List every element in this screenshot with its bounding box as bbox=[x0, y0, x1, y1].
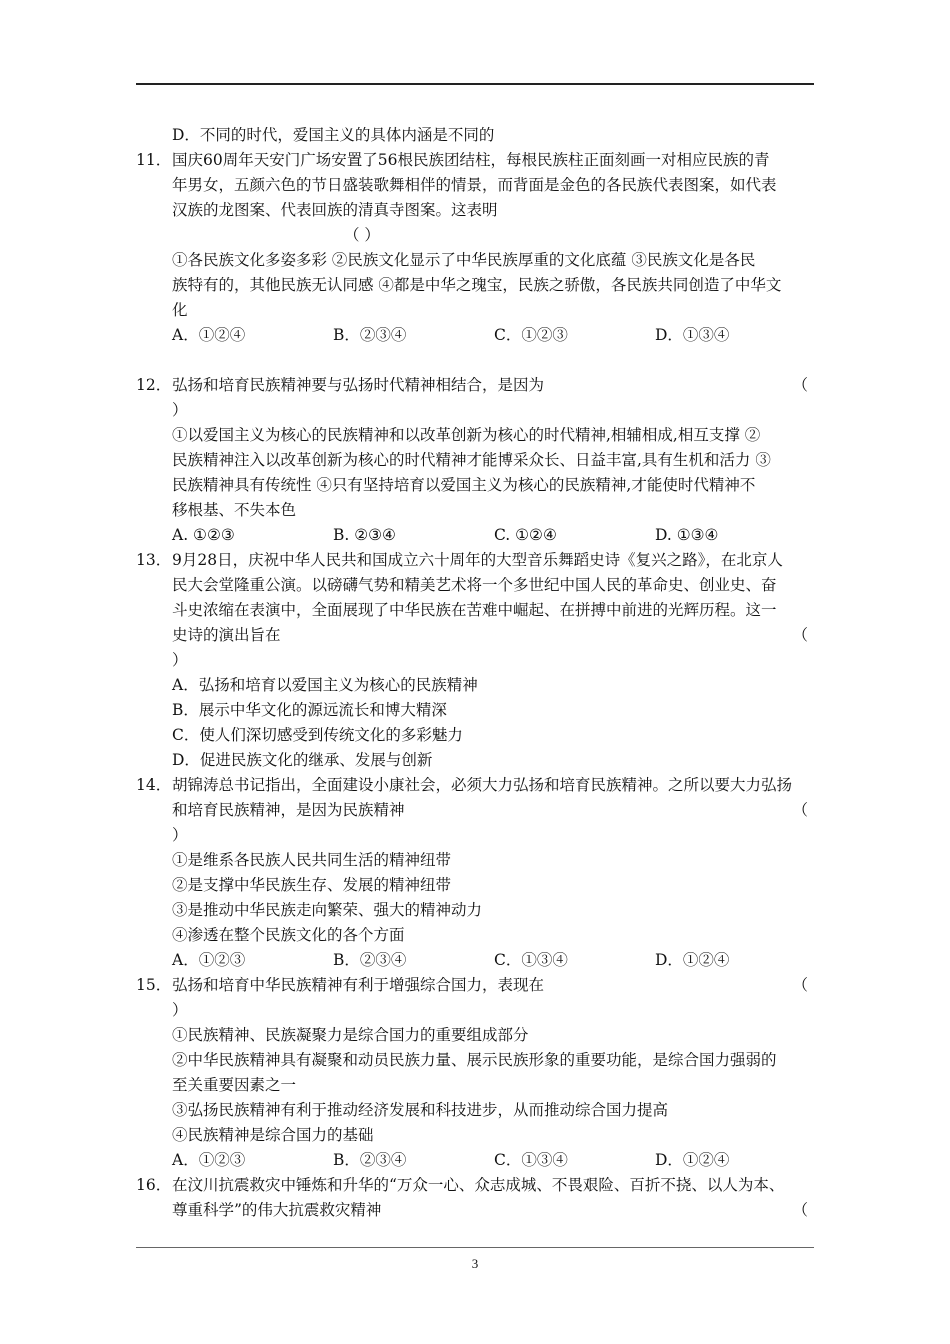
option-c: C. ①②④ bbox=[494, 526, 557, 544]
option-b: B．②③④ bbox=[333, 1151, 407, 1169]
q10-option-d: D．不同的时代，爱国主义的具体内涵是不同的 bbox=[172, 126, 495, 144]
question-number: 15． bbox=[136, 976, 172, 994]
statement-line: ②中华民族精神具有凝聚和动员民族力量、展示民族形象的重要功能，是综合国力强弱的 bbox=[172, 1051, 777, 1069]
statement-line: 族特有的，其他民族无认同感 ④都是中华之瑰宝，民族之骄傲，各民族共同创造了中华文 bbox=[172, 276, 782, 294]
answer-paren-open: （ bbox=[792, 976, 808, 994]
question-number: 11． bbox=[136, 151, 172, 169]
answer-options bbox=[136, 323, 816, 348]
statement-line: ①以爱国主义为核心的民族精神和以改革创新为核心的时代精神,相辅相成,相互支撑 ② bbox=[172, 426, 761, 444]
statement-line: 移根基、不失本色 bbox=[172, 501, 297, 519]
option-d: D. ①③④ bbox=[655, 526, 719, 544]
answer-options bbox=[136, 948, 816, 973]
statement-line: 民族精神注入以改革创新为核心的时代精神才能博采众长、日益丰富,具有生机和活力 ③ bbox=[172, 451, 771, 469]
question-stem-line: 9月28日，庆祝中华人民共和国成立六十周年的大型音乐舞蹈史诗《复兴之路》，在北京人 bbox=[172, 551, 783, 569]
question-stem-line bbox=[172, 1198, 816, 1223]
option-c: C．①③④ bbox=[494, 1151, 568, 1169]
option-b: B．②③④ bbox=[333, 326, 407, 344]
answer-paren-open: （ bbox=[792, 801, 808, 819]
statement-line: ③是推动中华民族走向繁荣、强大的精神动力 bbox=[172, 901, 483, 919]
question-14 bbox=[136, 773, 816, 823]
option-d: D．①②④ bbox=[655, 1151, 730, 1169]
option-a: A．弘扬和培育以爱国主义为核心的民族精神 bbox=[172, 676, 478, 694]
statement-line: ①民族精神、民族凝聚力是综合国力的重要组成部分 bbox=[172, 1026, 529, 1044]
statement-line: ④渗透在整个民族文化的各个方面 bbox=[172, 926, 405, 944]
question-stem-line: 在汶川抗震救灾中锤炼和升华的“万众一心、众志成城、不畏艰险、百折不挠、以人为本、 bbox=[172, 1176, 785, 1194]
answer-options bbox=[136, 523, 816, 548]
question-stem-line: 国庆60周年天安门广场安置了56根民族团结柱，每根民族柱正面刻画一对相应民族的青 bbox=[172, 151, 770, 169]
option-a: A. ①②③ bbox=[172, 526, 235, 544]
option-d: D．促进民族文化的继承、发展与创新 bbox=[172, 751, 433, 769]
option-c: C．①②③ bbox=[494, 326, 568, 344]
question-11 bbox=[136, 148, 816, 223]
footer-rule bbox=[136, 1247, 814, 1248]
question-stem-line bbox=[172, 973, 816, 998]
question-stem-line: 年男女，五颜六色的节日盛装歌舞相伴的情景，而背面是金色的各民族代表图案，如代表 bbox=[172, 176, 777, 194]
header-rule bbox=[136, 83, 814, 85]
question-stem-text: 尊重科学”的伟大抗震救灾精神 bbox=[172, 1201, 382, 1219]
answer-paren-close: ） bbox=[172, 826, 188, 844]
answer-paren-close: ） bbox=[172, 1001, 188, 1019]
statement-line: 至关重要因素之一 bbox=[172, 1076, 297, 1094]
page-content bbox=[136, 123, 816, 1223]
option-b: B．②③④ bbox=[333, 951, 407, 969]
question-stem-line bbox=[172, 373, 816, 398]
option-b: B. ②③④ bbox=[333, 526, 396, 544]
option-d: D．①②④ bbox=[655, 951, 730, 969]
option-a: A．①②③ bbox=[172, 1151, 246, 1169]
page-number: 3 bbox=[471, 1256, 479, 1271]
statement-line: ①各民族文化多姿多彩 ②民族文化显示了中华民族厚重的文化底蕴 ③民族文化是各民 bbox=[172, 251, 756, 269]
answer-options bbox=[136, 1148, 816, 1173]
statement-line: ②是支撑中华民族生存、发展的精神纽带 bbox=[172, 876, 452, 894]
question-stem-text: 和培育民族精神，是因为民族精神 bbox=[172, 801, 405, 819]
question-number: 14． bbox=[136, 776, 172, 794]
answer-paren-open: （ bbox=[792, 1201, 808, 1219]
question-stem-text: 弘扬和培育民族精神要与弘扬时代精神相结合，是因为 bbox=[172, 376, 545, 394]
question-13 bbox=[136, 548, 816, 648]
option-c: C．①③④ bbox=[494, 951, 568, 969]
answer-paren-close: ） bbox=[172, 401, 188, 419]
question-12 bbox=[136, 373, 816, 398]
question-stem-line: 斗史浓缩在表演中，全面展现了中华民族在苦难中崛起、在拼搏中前进的光辉历程。这一 bbox=[172, 601, 777, 619]
answer-parentheses: （ ） bbox=[344, 226, 380, 244]
answer-paren-open: （ bbox=[792, 376, 808, 394]
statement-line: 化 bbox=[172, 301, 188, 319]
option-a: A．①②④ bbox=[172, 326, 246, 344]
question-stem-line: 胡锦涛总书记指出，全面建设小康社会，必须大力弘扬和培育民族精神。之所以要大力弘扬 bbox=[172, 776, 793, 794]
answer-paren-open: （ bbox=[792, 626, 808, 644]
question-number: 16． bbox=[136, 1176, 172, 1194]
question-16 bbox=[136, 1173, 816, 1223]
option-d: D．①③④ bbox=[655, 326, 730, 344]
option-b: B．展示中华文化的源远流长和博大精深 bbox=[172, 701, 447, 719]
question-stem-text: 弘扬和培育中华民族精神有利于增强综合国力，表现在 bbox=[172, 976, 545, 994]
question-stem-line bbox=[172, 798, 816, 823]
question-number: 12． bbox=[136, 376, 172, 394]
question-stem-line: 民大会堂隆重公演。以磅礴气势和精美艺术将一个多世纪中国人民的革命史、创业史、奋 bbox=[172, 576, 777, 594]
question-stem-line: 汉族的龙图案、代表回族的清真寺图案。这表明 bbox=[172, 201, 498, 219]
statement-line: 民族精神具有传统性 ④只有坚持培育以爱国主义为核心的民族精神,才能使时代精神不 bbox=[172, 476, 756, 494]
question-stem-text: 史诗的演出旨在 bbox=[172, 626, 281, 644]
option-a: A．①②③ bbox=[172, 951, 246, 969]
statement-line: ①是维系各民族人民共同生活的精神纽带 bbox=[172, 851, 452, 869]
option-c: C．使人们深切感受到传统文化的多彩魅力 bbox=[172, 726, 463, 744]
question-stem-line bbox=[172, 623, 816, 648]
statement-line: ④民族精神是综合国力的基础 bbox=[172, 1126, 374, 1144]
question-15 bbox=[136, 973, 816, 998]
question-number: 13． bbox=[136, 551, 172, 569]
answer-paren-close: ） bbox=[172, 651, 188, 669]
statement-line: ③弘扬民族精神有利于推动经济发展和科技进步，从而推动综合国力提高 bbox=[172, 1101, 669, 1119]
